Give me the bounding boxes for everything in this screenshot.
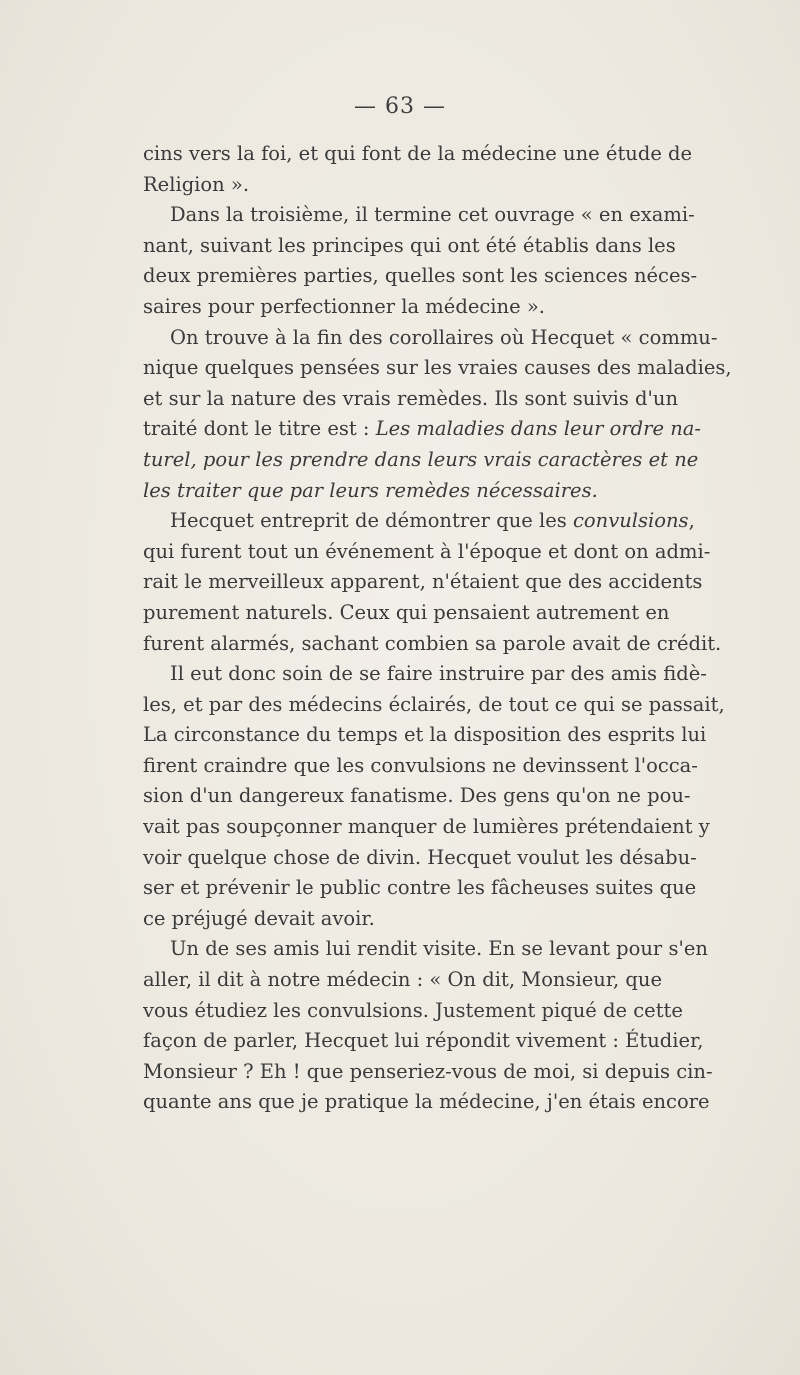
line-text: nique quelques pensées sur les vraies causes des maladies, <box>143 356 732 380</box>
line-text: saires pour perfectionner la médecine ». <box>143 294 545 318</box>
line-text: , <box>688 509 695 533</box>
line-text: quante ans que je pratique la médecine, j'en étais encore <box>143 1090 710 1114</box>
line-text: ce préjugé devait avoir. <box>143 906 375 930</box>
line-text: façon de parler, Hecquet lui répondit vivement : Étudier, <box>143 1029 704 1053</box>
text-line <box>143 445 699 476</box>
text-line <box>143 1087 710 1118</box>
line-text: rait le merveilleux apparent, n'étaient que des accidents <box>143 570 703 594</box>
text-line <box>143 965 660 996</box>
text-line <box>143 414 701 445</box>
text-line <box>143 353 732 384</box>
text-line <box>143 323 718 354</box>
line-text: qui furent tout un événement à l'époque et dont on admi- <box>143 539 711 563</box>
italic-text: Les maladies dans leur ordre na- <box>375 417 701 441</box>
text-line <box>143 200 695 231</box>
line-text: vous étudiez les convulsions. Justement piqué de cette <box>143 998 683 1022</box>
line-text: Il eut donc soin de se faire instruire par des amis fidè- <box>170 662 707 686</box>
body-text <box>143 139 732 1118</box>
line-text: ser et prévenir le public contre les fâcheuses suites que <box>143 876 697 900</box>
page-number: — 63 — <box>354 94 446 119</box>
text-line <box>143 506 695 537</box>
line-text: purement naturels. Ceux qui pensaient autrement en <box>143 600 670 624</box>
line-text: cins vers la foi, et qui font de la médecine une étude de <box>143 142 693 165</box>
italic-text: les traiter que par leurs remèdes nécessaires. <box>143 478 598 502</box>
line-text: Monsieur ? Eh ! que penseriez-vous de moi, si depuis cin- <box>143 1059 713 1083</box>
text-line <box>143 996 683 1027</box>
line-text: Un de ses amis lui rendit visite. En se levant pour s'en <box>170 937 708 961</box>
text-line <box>143 720 707 751</box>
line-text: furent alarmés, sachant combien sa parole avait de crédit. <box>143 631 722 655</box>
line-text: vait pas soupçonner manquer de lumières prétendaient y <box>143 815 710 839</box>
line-text: Dans la troisième, il termine cet ouvrage « en exami- <box>170 203 695 227</box>
text-line <box>143 139 693 170</box>
text-line <box>143 537 711 568</box>
line-text: et sur la nature des vrais remèdes. Ils sont suivis d'un <box>143 386 679 410</box>
text-line <box>143 659 707 690</box>
line-text: Hecquet entreprit de démontrer que les <box>170 509 573 533</box>
text-line <box>143 629 722 660</box>
line-text: sion d'un dangereux fanatisme. Des gens qu'on ne pou- <box>143 784 691 808</box>
text-line <box>143 1057 713 1088</box>
text-line <box>143 384 679 415</box>
line-text: aller, il dit à notre médecin : « On dit, Monsieur, que <box>143 968 662 992</box>
text-line <box>143 170 660 201</box>
text-line <box>143 476 660 507</box>
text-line <box>143 843 697 874</box>
line-text: La circonstance du temps et la disposition des esprits lui <box>143 723 707 747</box>
line-text: deux premières parties, quelles sont les sciences néces- <box>143 264 698 288</box>
text-line <box>143 598 670 629</box>
text-line <box>143 904 660 935</box>
line-text: On trouve à la fin des corollaires où Hecquet « commu- <box>170 325 718 349</box>
italic-text: convulsions <box>572 509 689 533</box>
line-text: nant, suivant les principes qui ont été établis dans les <box>143 233 676 257</box>
line-text: traité dont le titre est : <box>143 417 376 441</box>
text-line <box>143 292 660 323</box>
text-line <box>143 934 708 965</box>
text-line <box>143 690 725 721</box>
italic-text: turel, pour les prendre dans leurs vrais caractères et ne <box>143 447 699 471</box>
text-line <box>143 751 698 782</box>
text-line <box>143 231 676 262</box>
text-line <box>143 567 703 598</box>
text-line <box>143 873 697 904</box>
text-line <box>143 261 698 292</box>
text-line <box>143 1026 704 1057</box>
text-line <box>143 781 691 812</box>
line-text: voir quelque chose de divin. Hecquet voulut les désabu- <box>143 845 697 869</box>
line-text: Religion ». <box>143 172 250 196</box>
text-line <box>143 812 710 843</box>
line-text: les, et par des médecins éclairés, de tout ce qui se passait, <box>143 692 725 716</box>
line-text: firent craindre que les convulsions ne devinssent l'occa- <box>143 753 698 777</box>
